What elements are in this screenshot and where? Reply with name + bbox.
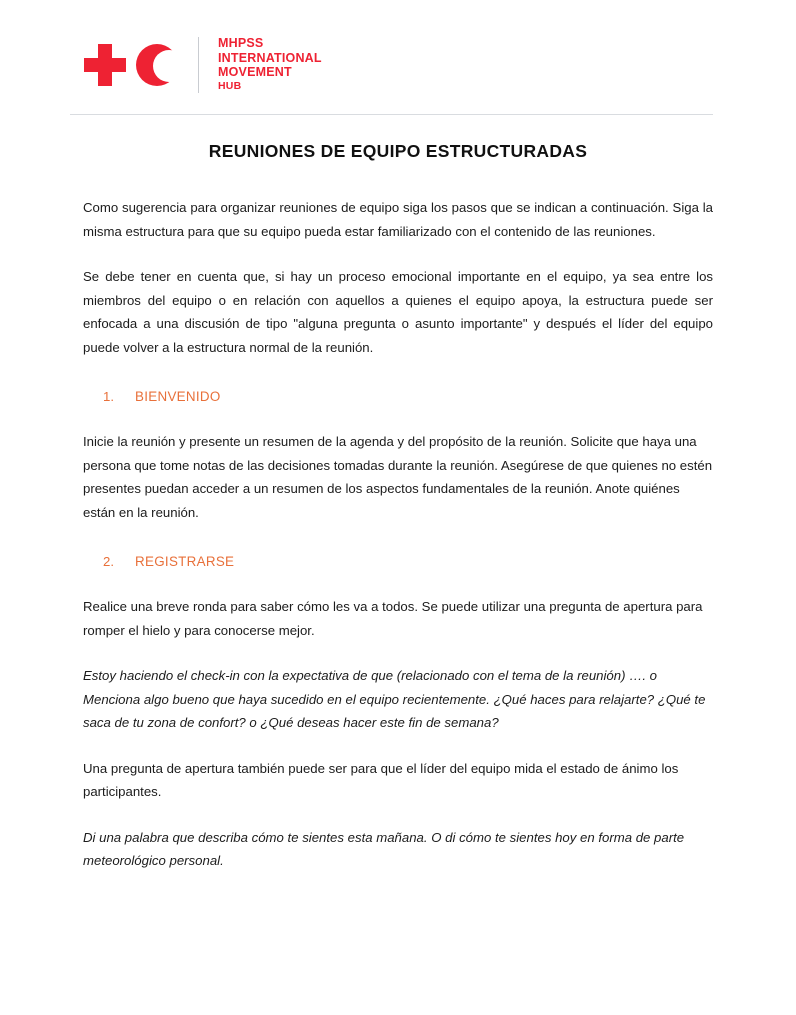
page-title: REUNIONES DE EQUIPO ESTRUCTURADAS [208, 141, 588, 161]
logo-line-4: HUB [218, 80, 242, 93]
emblem-group [83, 43, 178, 87]
red-cross-icon [83, 43, 127, 87]
section-2-paragraph-1: Realice una breve ronda para saber cómo les va a todos. Se puede utilizar una pregunta de apertura para romper el hielo y para conocerse mejor. [83, 599, 703, 638]
intro-paragraph-2: Se debe tener en cuenta que, si hay un proceso emocional importante en el equipo, ya sea entre los miembros del equipo o en relación con aquellos a quienes el equipo apoya, la estructura puede ser enfocada a una discusión de tipo "alguna pregunta o asunto importante" y después el líder del equipo puede volver a la estructura normal de la reunión. [83, 269, 713, 355]
section-number: 1. [103, 389, 114, 404]
red-crescent-icon [136, 43, 178, 87]
document-header [0, 0, 796, 96]
document-body [0, 196, 796, 873]
section-heading-bienvenido [83, 389, 713, 404]
red-cross-horizontal-bar [84, 58, 126, 72]
intro-paragraph-1: Como sugerencia para organizar reuniones de equipo siga los pasos que se indican a continuación. Siga la misma estructura para que su equipo pueda estar familiarizado con el contenido de las reuniones. [83, 200, 713, 239]
section-2-paragraph-4: Di una palabra que describa cómo te sientes esta mañana. O di cómo te sientes hoy en forma de parte meteorológico personal. [83, 829, 685, 868]
section-2-paragraph-3: Una pregunta de apertura también puede ser para que el líder del equipo mida el estado de ánimo los participantes. [83, 760, 679, 799]
header-divider-rule [70, 114, 713, 115]
logo-divider [198, 37, 199, 93]
section-title: REGISTRARSE [135, 554, 235, 569]
section-2-paragraph-2: Estoy haciendo el check-in con la expectativa de que (relacionado con el tema de la reunión) …. o Menciona algo bueno que haya sucedido en el equipo recientemente. ¿Qué haces para relajarte? ¿Qué te saca de tu zona de confort? o ¿Qué deseas hacer este fin de semana? [83, 668, 706, 730]
section-heading-registrarse [83, 554, 713, 569]
section-title: BIENVENIDO [135, 389, 221, 404]
logo-wordmark [218, 36, 322, 94]
section-1-paragraph-1: Inicie la reunión y presente un resumen de la agenda y del propósito de la reunión. Solicite que haya una persona que tome notas de las decisiones tomadas durante la reunión. Asegúrese de que quienes no estén presentes puedan acceder a un resumen de los aspectos fundamentales de la reunión. Anote quiénes están en la reunión. [83, 434, 713, 520]
logo-block [83, 34, 322, 96]
red-crescent-inner-cutout [153, 50, 185, 82]
section-number: 2. [103, 554, 114, 569]
logo-line-3: MOVEMENT [218, 65, 292, 79]
logo-line-1: MHPSS [218, 36, 264, 51]
logo-line-2: INTERNATIONAL [218, 50, 322, 65]
